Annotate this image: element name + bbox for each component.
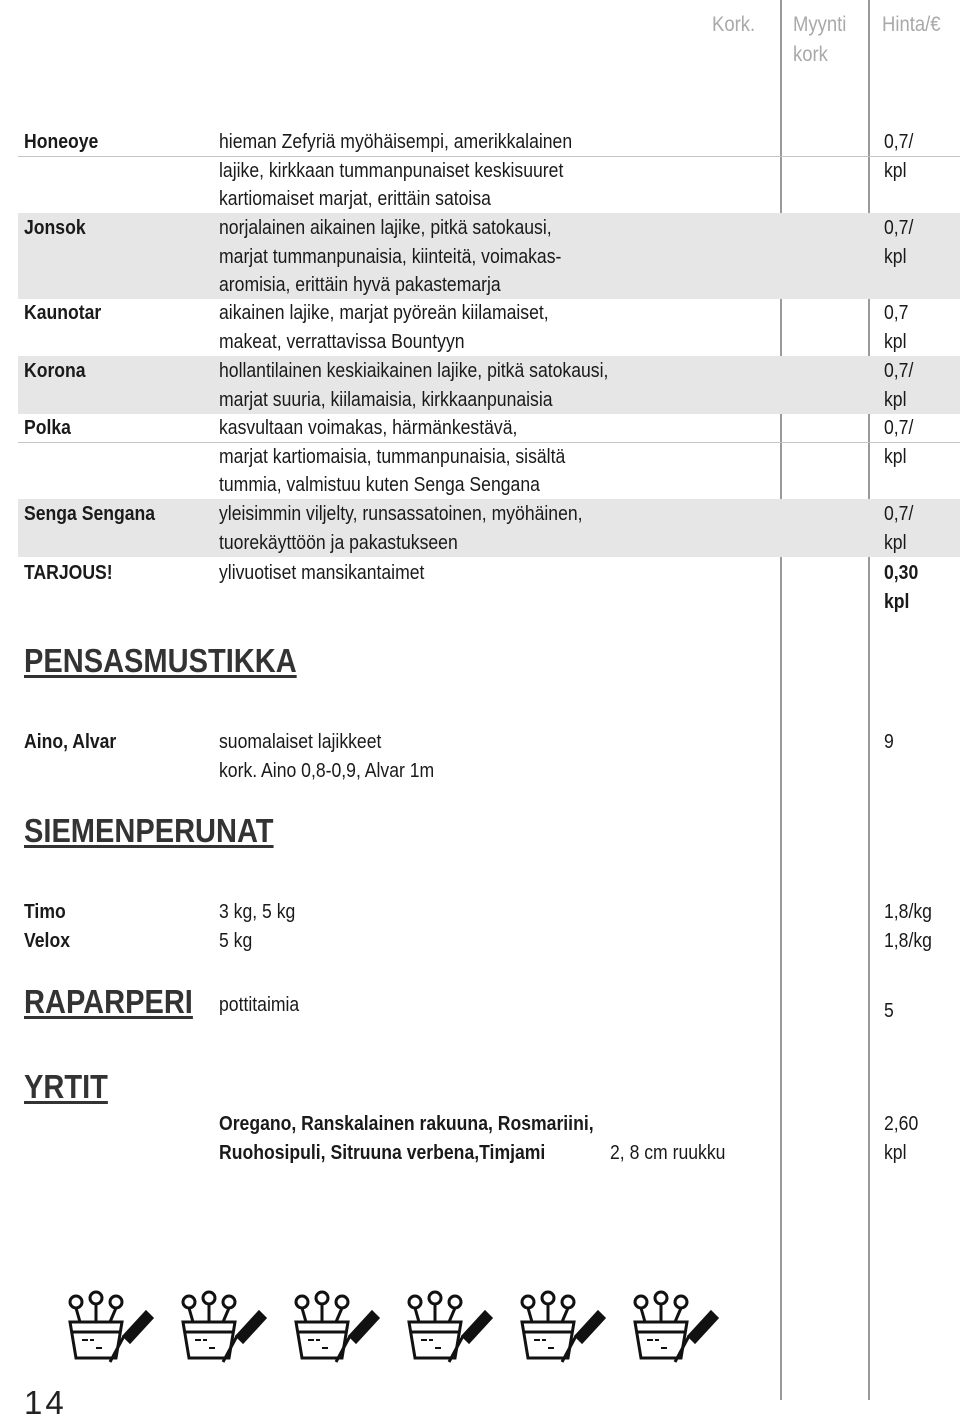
column-rule-hinta [868, 0, 870, 1400]
herb-list-line: Ruohosipuli, Sitruuna verbena,Timjami [219, 1142, 546, 1164]
variety-description: aikainen lajike, marjat pyöreän kiilamaiset, makeat, verrattavissa Bountyyn [219, 302, 549, 353]
section-heading-pensasmustikka: PENSASMUSTIKKA [24, 642, 297, 679]
section-heading-yrtit: YRTIT [24, 1068, 108, 1105]
variety-description: 5 kg [219, 930, 253, 952]
variety-description: 3 kg, 5 kg [219, 901, 296, 923]
variety-price: 0,7 kpl [884, 302, 909, 353]
variety-description: suomalaiset lajikkeet kork. Aino 0,8-0,9, Alvar 1m [219, 731, 435, 782]
variety-name: Jonsok [24, 217, 86, 239]
herb-list-line: Oregano, Ranskalainen rakuuna, Rosmariini, [219, 1113, 594, 1135]
flower-pot-trowel-icon [627, 1288, 722, 1368]
variety-description: hieman Zefyriä myöhäisempi, amerikkalainen lajike, kirkkaan tummanpunaiset keskisuuret kartiomaiset marjat, erittäin satoisa [219, 131, 573, 210]
flower-pot-trowel-icon [62, 1288, 157, 1368]
column-rule-myynti [780, 0, 782, 1400]
offer-price: 0,30 kpl [884, 562, 919, 613]
pot-size: 2, 8 cm ruukku [610, 1142, 726, 1164]
flower-pot-trowel-icon [514, 1288, 609, 1368]
variety-price: 1,8/kg [884, 930, 932, 952]
variety-name: Aino, Alvar [24, 731, 117, 753]
variety-price: 0,7/ kpl [884, 503, 914, 554]
variety-description: pottitaimia [219, 994, 300, 1016]
variety-name: Senga Sengana [24, 503, 156, 525]
variety-price: 0,7/ kpl [884, 417, 914, 468]
variety-name: Velox [24, 930, 70, 952]
variety-price: 0,7/ kpl [884, 360, 914, 411]
variety-price: 2,60 kpl [884, 1113, 919, 1164]
flower-pot-trowel-icon [288, 1288, 383, 1368]
header-kork: Kork. [712, 13, 756, 36]
variety-name: Timo [24, 901, 66, 923]
section-heading-siemenperunat: SIEMENPERUNAT [24, 812, 274, 849]
variety-price: 1,8/kg [884, 901, 932, 923]
flower-pot-trowel-icon [401, 1288, 496, 1368]
variety-name: Honeoye [24, 131, 99, 153]
variety-description: kasvultaan voimakas, härmänkestävä, marjat kartiomaisia, tummanpunaisia, sisältä tummia, valmistuu kuten Senga Sengana [219, 417, 566, 496]
variety-name: Kaunotar [24, 302, 102, 324]
variety-name: Polka [24, 417, 71, 439]
decoration-row [62, 1288, 722, 1368]
header-myynti: Myynti kork [793, 13, 847, 66]
variety-price: 9 [884, 731, 894, 753]
page-number: 14 [24, 1384, 67, 1421]
variety-description: yleisimmin viljelty, runsassatoinen, myöhäinen, tuorekäyttöön ja pakastukseen [219, 503, 583, 554]
variety-description: ylivuotiset mansikantaimet [219, 562, 425, 584]
offer-label: TARJOUS! [24, 562, 113, 584]
variety-price: 0,7/ kpl [884, 131, 914, 182]
variety-price: 5 [884, 1000, 894, 1022]
flower-pot-trowel-icon [175, 1288, 270, 1368]
variety-description: hollantilainen keskiaikainen lajike, pitkä satokausi, marjat suuria, kiilamaisia, kirkkaanpunaisia [219, 360, 609, 411]
variety-price: 0,7/ kpl [884, 217, 914, 268]
variety-name: Korona [24, 360, 86, 382]
variety-description: norjalainen aikainen lajike, pitkä satokausi, marjat tummanpunaisia, kiinteitä, voimakas- aromisia, erittäin hyvä pakastemarja [219, 217, 562, 296]
header-hinta: Hinta/€ [882, 13, 941, 36]
section-heading-raparperi: RAPARPERI [24, 983, 193, 1020]
